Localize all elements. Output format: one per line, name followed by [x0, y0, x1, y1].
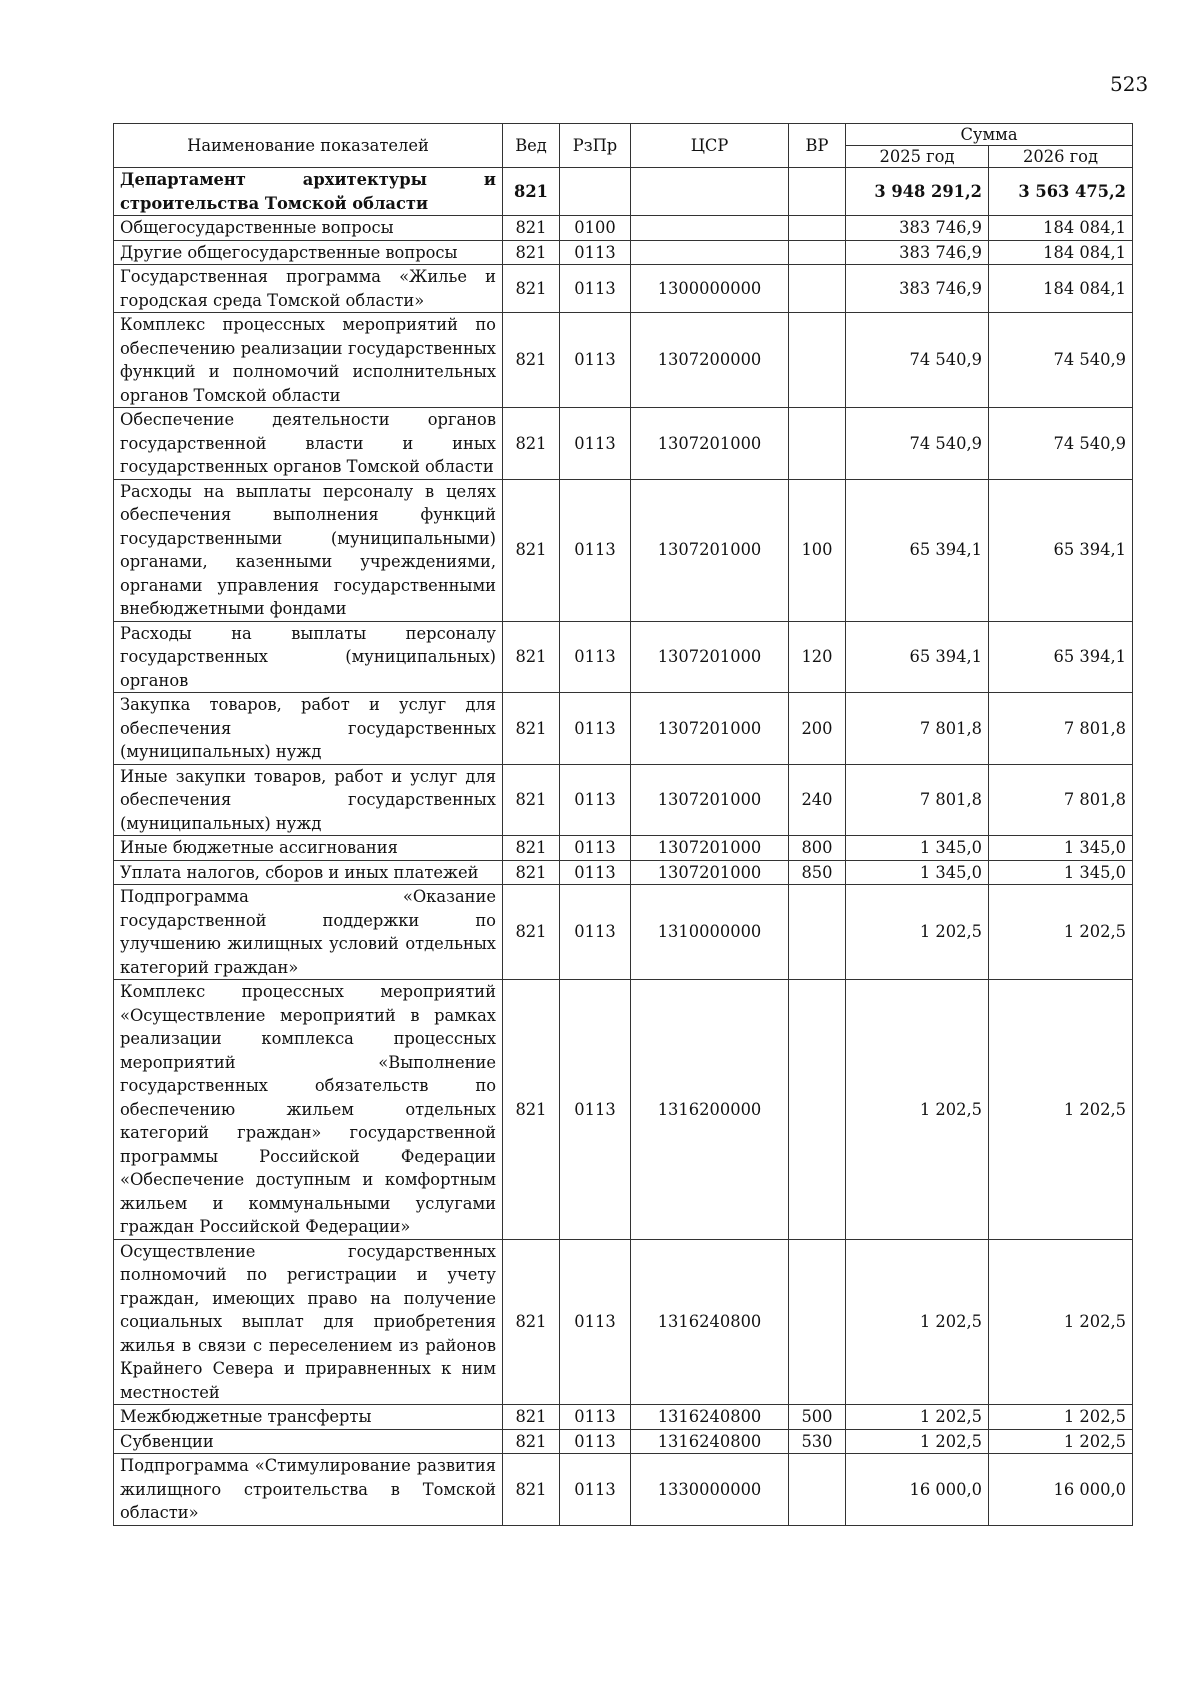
row-2026: 1 345,0 [989, 860, 1133, 885]
row-vr: 200 [789, 693, 846, 765]
row-2025: 1 202,5 [846, 1239, 989, 1405]
row-ved: 821 [503, 693, 560, 765]
row-2026: 184 084,1 [989, 240, 1133, 265]
row-vr: 120 [789, 621, 846, 693]
row-name: Осуществление государственных полномочий по регистрации и учету граждан, имеющих право на получение социальных выплат для приобретения жилья в связи с переселением из районов Крайнего Севера и приравненных к ним местностей [114, 1239, 503, 1405]
row-csr: 1316240800 [631, 1429, 789, 1454]
row-2025: 7 801,8 [846, 764, 989, 836]
table-row [114, 408, 1133, 480]
row-rzpr: 0113 [560, 836, 631, 861]
row-rzpr: 0113 [560, 885, 631, 980]
row-rzpr: 0113 [560, 860, 631, 885]
row-rzpr: 0113 [560, 693, 631, 765]
row-name: Департамент архитектуры и строительства Томской области [114, 168, 503, 216]
row-2026: 7 801,8 [989, 764, 1133, 836]
row-name: Расходы на выплаты персоналу государственных (муниципальных) органов [114, 621, 503, 693]
row-vr: 100 [789, 479, 846, 621]
row-name: Обеспечение деятельности органов государственной власти и иных государственных органов Томской области [114, 408, 503, 480]
row-2025: 383 746,9 [846, 240, 989, 265]
row-csr: 1310000000 [631, 885, 789, 980]
table-row [114, 764, 1133, 836]
table-row [114, 1429, 1133, 1454]
row-name: Комплекс процессных мероприятий по обеспечению реализации государственных функций и полномочий исполнительных органов Томской области [114, 313, 503, 408]
row-2026: 3 563 475,2 [989, 168, 1133, 216]
table-row [114, 621, 1133, 693]
row-name: Уплата налогов, сборов и иных платежей [114, 860, 503, 885]
row-rzpr [560, 168, 631, 216]
row-csr: 1316240800 [631, 1239, 789, 1405]
row-name: Комплекс процессных мероприятий «Осуществление мероприятий в рамках реализации комплекса процессных мероприятий «Выполнение государственных обязательств по обеспечению жильем отдельных категорий граждан» государственной программы Российской Федерации «Обеспечение доступным и комфортным жильем и коммунальными услугами граждан Российской Федерации» [114, 980, 503, 1240]
row-vr [789, 408, 846, 480]
row-name: Государственная программа «Жилье и городская среда Томской области» [114, 265, 503, 313]
row-2025: 65 394,1 [846, 479, 989, 621]
table-row [114, 479, 1133, 621]
row-rzpr: 0113 [560, 265, 631, 313]
row-2026: 74 540,9 [989, 313, 1133, 408]
row-2025: 1 202,5 [846, 885, 989, 980]
row-csr: 1330000000 [631, 1454, 789, 1526]
row-ved: 821 [503, 836, 560, 861]
row-csr [631, 216, 789, 241]
row-2026: 65 394,1 [989, 479, 1133, 621]
row-name: Другие общегосударственные вопросы [114, 240, 503, 265]
budget-table [113, 123, 1133, 1526]
row-rzpr: 0113 [560, 1405, 631, 1430]
row-csr: 1300000000 [631, 265, 789, 313]
row-ved: 821 [503, 1429, 560, 1454]
row-csr: 1307201000 [631, 621, 789, 693]
row-2025: 65 394,1 [846, 621, 989, 693]
row-2025: 383 746,9 [846, 216, 989, 241]
table-row [114, 860, 1133, 885]
row-ved: 821 [503, 265, 560, 313]
row-csr: 1307201000 [631, 408, 789, 480]
row-rzpr: 0113 [560, 240, 631, 265]
row-rzpr: 0113 [560, 408, 631, 480]
row-2026: 1 202,5 [989, 1239, 1133, 1405]
row-rzpr: 0113 [560, 1239, 631, 1405]
row-name: Субвенции [114, 1429, 503, 1454]
header-2025: 2025 год [846, 146, 989, 168]
row-rzpr: 0113 [560, 764, 631, 836]
row-csr: 1307201000 [631, 860, 789, 885]
row-2025: 1 345,0 [846, 860, 989, 885]
row-ved: 821 [503, 216, 560, 241]
row-csr [631, 168, 789, 216]
row-rzpr: 0100 [560, 216, 631, 241]
header-ved: Вед [503, 124, 560, 168]
row-2026: 1 202,5 [989, 1429, 1133, 1454]
table-row [114, 1405, 1133, 1430]
row-ved: 821 [503, 860, 560, 885]
header-rzpr: РзПр [560, 124, 631, 168]
table-row [114, 980, 1133, 1240]
row-vr [789, 885, 846, 980]
row-ved: 821 [503, 479, 560, 621]
row-2026: 1 202,5 [989, 885, 1133, 980]
row-2025: 1 202,5 [846, 1429, 989, 1454]
row-csr: 1316240800 [631, 1405, 789, 1430]
row-vr: 530 [789, 1429, 846, 1454]
row-csr: 1307201000 [631, 764, 789, 836]
row-vr [789, 1454, 846, 1526]
row-ved: 821 [503, 1239, 560, 1405]
row-ved: 821 [503, 1454, 560, 1526]
table-row [114, 836, 1133, 861]
row-vr: 500 [789, 1405, 846, 1430]
row-ved: 821 [503, 885, 560, 980]
row-2025: 1 202,5 [846, 980, 989, 1240]
row-name: Подпрограмма «Оказание государственной поддержки по улучшению жилищных условий отдельных категорий граждан» [114, 885, 503, 980]
header-name: Наименование показателей [114, 124, 503, 168]
row-rzpr: 0113 [560, 1454, 631, 1526]
row-2025: 7 801,8 [846, 693, 989, 765]
table-row [114, 240, 1133, 265]
row-name: Закупка товаров, работ и услуг для обеспечения государственных (муниципальных) нужд [114, 693, 503, 765]
row-csr: 1307201000 [631, 479, 789, 621]
row-2026: 65 394,1 [989, 621, 1133, 693]
table-row [114, 693, 1133, 765]
row-vr [789, 168, 846, 216]
row-ved: 821 [503, 764, 560, 836]
row-2025: 1 202,5 [846, 1405, 989, 1430]
row-name: Расходы на выплаты персоналу в целях обеспечения выполнения функций государственными (муниципальными) органами, казенными учреждениями, органами управления государственными внебюджетными фондами [114, 479, 503, 621]
table-row [114, 168, 1133, 216]
row-vr: 240 [789, 764, 846, 836]
row-vr: 850 [789, 860, 846, 885]
row-csr: 1307201000 [631, 693, 789, 765]
table-row [114, 885, 1133, 980]
table-row [114, 265, 1133, 313]
row-vr [789, 240, 846, 265]
row-2026: 16 000,0 [989, 1454, 1133, 1526]
row-2026: 1 202,5 [989, 980, 1133, 1240]
row-2026: 1 345,0 [989, 836, 1133, 861]
row-2025: 16 000,0 [846, 1454, 989, 1526]
row-vr [789, 216, 846, 241]
header-sum: Сумма [846, 124, 1133, 146]
row-rzpr: 0113 [560, 479, 631, 621]
row-vr [789, 980, 846, 1240]
row-ved: 821 [503, 621, 560, 693]
row-rzpr: 0113 [560, 980, 631, 1240]
row-csr: 1316200000 [631, 980, 789, 1240]
row-2025: 3 948 291,2 [846, 168, 989, 216]
row-2025: 383 746,9 [846, 265, 989, 313]
row-rzpr: 0113 [560, 621, 631, 693]
row-name: Иные бюджетные ассигнования [114, 836, 503, 861]
row-name: Межбюджетные трансферты [114, 1405, 503, 1430]
row-2025: 74 540,9 [846, 408, 989, 480]
row-name: Подпрограмма «Стимулирование развития жилищного строительства в Томской области» [114, 1454, 503, 1526]
header-2026: 2026 год [989, 146, 1133, 168]
table-row [114, 313, 1133, 408]
row-ved: 821 [503, 1405, 560, 1430]
row-vr [789, 313, 846, 408]
table-row [114, 216, 1133, 241]
row-ved: 821 [503, 980, 560, 1240]
row-rzpr: 0113 [560, 313, 631, 408]
row-name: Общегосударственные вопросы [114, 216, 503, 241]
row-2026: 7 801,8 [989, 693, 1133, 765]
row-csr [631, 240, 789, 265]
table-row [114, 1454, 1133, 1526]
row-ved: 821 [503, 240, 560, 265]
header-vr: ВР [789, 124, 846, 168]
table-body [114, 168, 1133, 1526]
table-row [114, 1239, 1133, 1405]
row-2025: 74 540,9 [846, 313, 989, 408]
row-csr: 1307200000 [631, 313, 789, 408]
row-vr [789, 1239, 846, 1405]
row-ved: 821 [503, 408, 560, 480]
row-2026: 184 084,1 [989, 216, 1133, 241]
header-csr: ЦСР [631, 124, 789, 168]
row-vr: 800 [789, 836, 846, 861]
table-header [114, 124, 1133, 168]
row-name: Иные закупки товаров, работ и услуг для обеспечения государственных (муниципальных) нужд [114, 764, 503, 836]
row-rzpr: 0113 [560, 1429, 631, 1454]
row-ved: 821 [503, 168, 560, 216]
row-vr [789, 265, 846, 313]
row-2026: 1 202,5 [989, 1405, 1133, 1430]
row-2026: 74 540,9 [989, 408, 1133, 480]
row-2026: 184 084,1 [989, 265, 1133, 313]
page-number: 523 [1110, 72, 1149, 96]
row-csr: 1307201000 [631, 836, 789, 861]
row-ved: 821 [503, 313, 560, 408]
row-2025: 1 345,0 [846, 836, 989, 861]
